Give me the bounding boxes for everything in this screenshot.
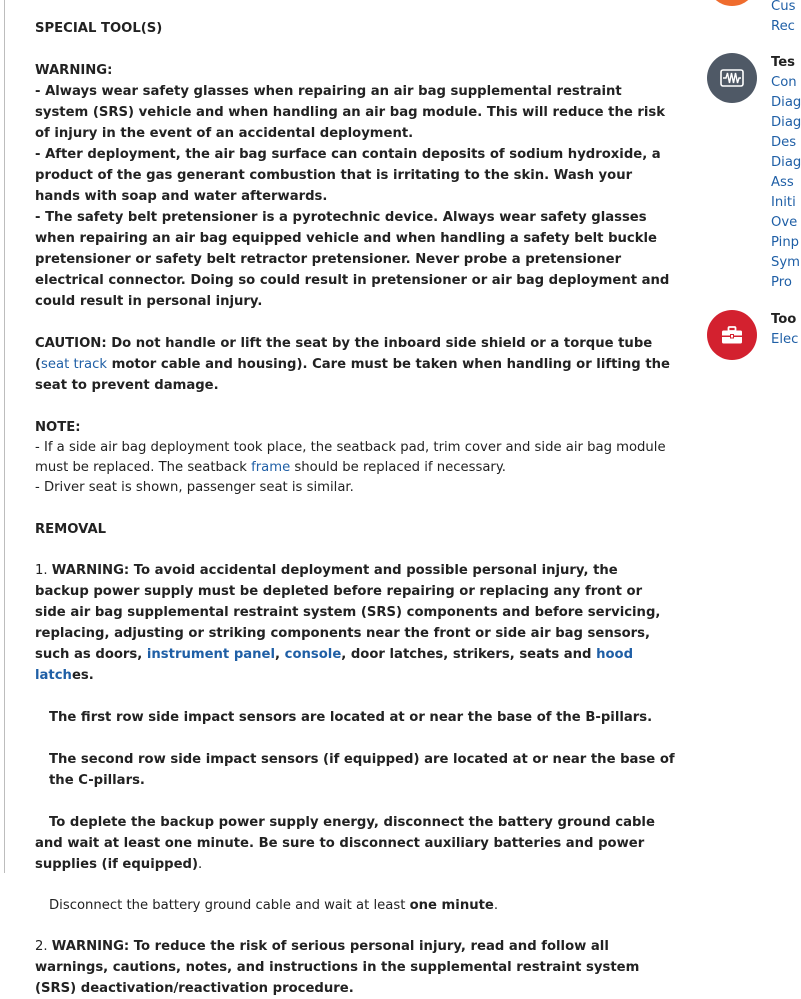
deplete-text: To deplete the backup power supply energy, disconnect the battery ground cable and wait at least one minute. Be sure to disconnect auxiliary batteries and power supplies (if equipped) <box>35 815 655 872</box>
console-link[interactable]: console <box>284 647 342 662</box>
sidebar-link[interactable]: Ove <box>771 215 798 230</box>
step-1-sensor-first-row: The first row side impact sensors are located at or near the base of the B-pillars. <box>49 710 653 725</box>
hood-latch-link[interactable]: hood latch <box>35 647 634 683</box>
sidebar-link[interactable]: Initi <box>771 195 796 210</box>
sidebar-link[interactable]: Con <box>771 75 797 90</box>
step-1-disconnect-battery <box>35 895 675 916</box>
sidebar-link[interactable]: Diag <box>771 155 801 170</box>
note-text-b: should be replaced if necessary. <box>290 460 506 475</box>
note-text-a: - If a side air bag deployment took place, the seatback pad, trim cover and side air bag module must be replaced. The seatback <box>35 440 666 475</box>
step-2 <box>35 936 675 999</box>
waveform-icon <box>707 53 757 103</box>
sidebar-heading: Too <box>771 312 797 327</box>
caution-text-b: motor cable and housing). Care must be taken when handling or lifting the seat to prevent damage. <box>35 357 670 393</box>
sidebar-link[interactable]: Diag <box>771 115 801 130</box>
seat-track-link[interactable]: seat track <box>41 357 108 372</box>
step-1 <box>35 560 675 686</box>
sidebar-link[interactable]: Cus <box>771 0 796 14</box>
removal-heading: REMOVAL <box>35 522 107 537</box>
sidebar-link[interactable]: Sym <box>771 255 801 270</box>
sidebar-link[interactable]: Elec <box>771 332 799 347</box>
deplete-period: . <box>198 857 203 872</box>
sidebar-link[interactable]: Pro <box>771 275 792 290</box>
orange-circle-icon <box>707 0 757 6</box>
sidebar <box>705 0 801 873</box>
warning-heading: WARNING: <box>35 63 113 78</box>
step-1-sensor-second-row: The second row side impact sensors (if equipped) are located at or near the base of the C-pillars. <box>49 752 675 788</box>
sidebar-group-2 <box>771 53 801 293</box>
warning-item-3: - The safety belt pretensioner is a pyrotechnic device. Always wear safety glasses when repairing an air bag equipped vehicle and when handling a safety belt buckle pretensioner or safety belt retractor pretensioner. Never probe a pretensioner electrical connector. Doing so could result in pretensioner or air bag deployment and could result in personal injury. <box>35 210 670 309</box>
instrument-panel-link[interactable]: instrument panel <box>146 647 276 662</box>
special-tools-heading: SPECIAL TOOL(S) <box>35 21 163 36</box>
step-2-text: WARNING: To reduce the risk of serious personal injury, read and follow all warnings, cautions, notes, and instructions in the supplemental restraint system (SRS) deactivation/reactivation procedure. <box>35 939 640 996</box>
frame-link[interactable]: frame <box>251 460 291 475</box>
sidebar-link[interactable]: Pinp <box>771 235 800 250</box>
sidebar-link[interactable]: Diag <box>771 95 801 110</box>
sidebar-group-1 <box>771 0 795 37</box>
step-1-text-c: es. <box>71 668 94 683</box>
one-minute-text: one minute <box>409 898 494 913</box>
disconnect-period: . <box>493 898 499 913</box>
sidebar-link[interactable]: Ass <box>771 175 794 190</box>
warning-item-2: - After deployment, the air bag surface can contain deposits of sodium hydroxide, a product of the gas generant combustion that is irritating to the skin. Wash your hands with soap and water afterwards. <box>35 147 661 204</box>
step-1-comma: , <box>275 647 285 662</box>
note-heading: NOTE: <box>35 420 81 435</box>
sidebar-link[interactable]: Des <box>771 135 797 150</box>
left-border <box>4 0 5 873</box>
caution-paragraph <box>35 333 675 396</box>
step-1-text-a: WARNING: To avoid accidental deployment and possible personal injury, the backup power supply must be depleted before repairing or replacing any front or side air bag supplemental restraint system (SRS) components and before servicing, replacing, adjusting or striking components near the front or side air bag sensors, such as doors, <box>35 563 661 662</box>
toolbox-icon <box>707 310 757 360</box>
disconnect-text: Disconnect the battery ground cable and wait at least <box>49 898 410 913</box>
step-1-text-b: , door latches, strikers, seats and <box>341 647 597 662</box>
caution-text-a: CAUTION: Do not handle or lift the seat by the inboard side shield or a torque tube ( <box>35 336 653 372</box>
step-1-deplete-instruction <box>35 812 675 875</box>
warning-item-1: - Always wear safety glasses when repairing an air bag supplemental restraint system (SRS) vehicle and when handling an air bag module. This will reduce the risk of injury in the event of an accidental deployment. <box>35 84 666 141</box>
note-item-2: - Driver seat is shown, passenger seat is similar. <box>35 480 354 495</box>
sidebar-heading: Tes <box>771 55 796 70</box>
step-2-number: 2. <box>35 939 52 954</box>
sidebar-group-3 <box>771 310 798 350</box>
procedure-content <box>35 18 675 999</box>
step-1-number: 1. <box>35 563 52 578</box>
note-item-1 <box>35 438 675 478</box>
sidebar-link[interactable]: Rec <box>771 19 795 34</box>
